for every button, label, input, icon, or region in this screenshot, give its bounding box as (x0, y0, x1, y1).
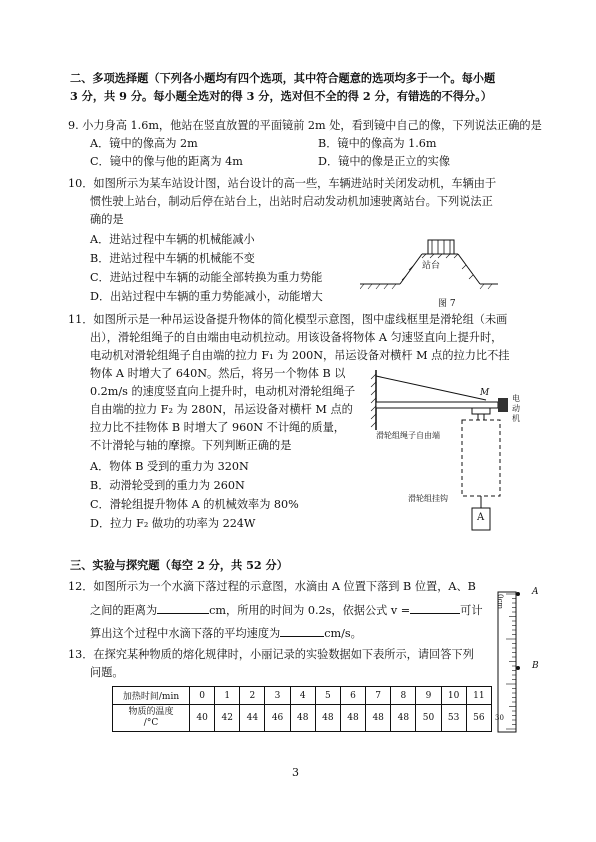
crane-label-free-end: 滑轮组绳子自由端 (376, 431, 440, 440)
table-cell-temp: 48 (315, 705, 340, 732)
q12-line1: 12．如图所示为一个水滴下落过程的示意图，水滴由 A 位置下落到 B 位置，A、B (68, 580, 476, 593)
section2-heading-line2: 3 分，共 9 分。每小题全选对的得 3 分，选对但不全的得 2 分，有错选的不得分。） (70, 89, 492, 103)
table-cell-temp: 48 (340, 705, 365, 732)
q10-option-c: C．进站过程中车辆的动能全部转换为重力势能 (90, 271, 323, 284)
q11-line6: 自由端的拉力 F₂ 为 280N，吊运设备对横杆 M 点的 (90, 403, 353, 416)
q9-stem: 9. 小力身高 1.6m，他站在竖直放置的平面镜前 2m 处，看到镜中自己的像，下列说法正确的是 (68, 119, 542, 132)
crane-label-m: M (480, 388, 490, 398)
q11-line2: 出），滑轮组绳子的自由端由电动机拉动。用该设备将物体 A 匀速竖直向上提升时， (90, 331, 503, 344)
q11-option-d: D．拉力 F₂ 做功的功率为 224W (90, 517, 256, 530)
table-cell-time: 6 (340, 687, 365, 705)
table-cell-temp: 44 (240, 705, 265, 732)
table-cell-time: 1 (215, 687, 240, 705)
table-header-temperature-b: /°C (143, 718, 159, 728)
table-row-temperature (113, 705, 492, 732)
table-cell-temp: 46 (265, 705, 290, 732)
crane-label-hook: 滑轮组挂钩 (408, 494, 448, 503)
station-platform-label: 站台 (422, 261, 441, 271)
table-cell-time: 4 (290, 687, 315, 705)
table-cell-temp: 48 (366, 705, 391, 732)
table-cell-time: 0 (190, 687, 215, 705)
table-cell-time: 7 (366, 687, 391, 705)
crane-figure (368, 368, 528, 538)
table-cell-time: 5 (315, 687, 340, 705)
ruler-label-30: 30 (495, 714, 504, 722)
table-header-time: 加热时间/min (113, 687, 190, 705)
table-cell-temp: 40 (190, 705, 215, 732)
page-number: 3 (292, 766, 299, 779)
melting-data-table (112, 686, 492, 732)
table-header-temperature-a: 物质的温度 (128, 707, 174, 717)
q10-line1: 10．如图所示为某车站设计图，站台设计的高一些，车辆进站时关闭发动机，车辆由于 (68, 177, 497, 190)
station-figure (360, 232, 500, 312)
crane-object-a-label: A (477, 512, 485, 523)
q10-option-d: D．出站过程中车辆的重力势能减小，动能增大 (90, 290, 323, 303)
table-cell-time: 11 (466, 687, 491, 705)
q9-option-b: B．镜中的像高为 1.6m (318, 137, 437, 150)
q12-line3 (90, 626, 362, 641)
q10-option-a: A．进站过程中车辆的机械能减小 (90, 233, 255, 246)
table-cell-temp: 48 (290, 705, 315, 732)
q12-line3-part1: 算出这个过程中水滴下落的平均速度为 (90, 627, 281, 640)
q13-line1: 13．在探究某种物质的熔化规律时，小丽记录的实验数据如下表所示，请回答下列 (68, 648, 474, 661)
q11-option-b: B．动滑轮受到的重力为 260N (90, 479, 245, 492)
q10-option-b: B．进站过程中车辆的机械能不变 (90, 252, 255, 265)
table-cell-temp: 42 (215, 705, 240, 732)
ruler-label-0cm: 0cm (496, 594, 504, 610)
q9-option-d: D．镜中的像是正立的实像 (318, 155, 451, 168)
q11-line3: 电动机对滑轮组绳子自由端的拉力 F₁ 为 200N，吊运设备对横杆 M 点的拉力比不挂 (90, 349, 510, 362)
q11-option-a: A．物体 B 受到的重力为 320N (90, 460, 249, 473)
table-cell-time: 3 (265, 687, 290, 705)
drop-label-a: A (532, 587, 539, 597)
table-cell-temp: 48 (391, 705, 416, 732)
q12-line2-part1: 之间的距离为 (90, 604, 158, 617)
q12-blank-formula[interactable] (410, 603, 460, 614)
q11-line5: 0.2m/s 的速度竖直向上提升时，电动机对滑轮组绳子 (90, 385, 356, 398)
table-cell-temp: 56 (466, 705, 491, 732)
q10-line3: 确的是 (90, 213, 124, 226)
q12-blank-speed[interactable] (280, 626, 324, 637)
table-row-time (113, 687, 492, 705)
q11-option-c: C．滑轮组提升物体 A 的机械效率为 80% (90, 498, 299, 511)
q9-option-a: A．镜中的像高为 2m (90, 137, 198, 150)
drop-label-b: B (532, 661, 539, 671)
table-cell-temp: 50 (416, 705, 441, 732)
q12-line2-part3: 可计 (460, 604, 483, 617)
q12-line2 (90, 603, 483, 618)
figure7-caption: 图 7 (438, 299, 456, 309)
q12-blank-distance[interactable] (157, 603, 209, 614)
crane-label-motor: 电动机 (512, 394, 520, 423)
table-cell-time: 10 (441, 687, 466, 705)
q9-option-c: C．镜中的像与他的距离为 4m (90, 155, 243, 168)
section3-heading: 三、实验与探究题（每空 2 分，共 52 分） (70, 558, 288, 572)
q13-line2: 问题。 (90, 666, 124, 679)
section2-heading-line1: 二、多项选择题（下列各小题均有四个选项，其中符合题意的选项均多于一个。每小题 (70, 71, 496, 85)
q12-line2-part2: cm，所用的时间为 0.2s，依据公式 v = (209, 604, 411, 617)
table-cell-time: 9 (416, 687, 441, 705)
q11-line7: 拉力比不挂物体 B 时增大了 960N 不计绳的质量， (90, 421, 345, 434)
q12-line3-part2: cm/s。 (324, 627, 362, 640)
table-header-temperature (113, 705, 190, 732)
q10-line2: 惯性驶上站台，制动后停在站台上，出站时启动发动机加速驶离站台。下列说法正 (90, 195, 493, 208)
q11-line4: 物体 A 时增大了 640N。然后，将另一个物体 B 以 (90, 367, 346, 380)
table-cell-time: 8 (391, 687, 416, 705)
q11-line1: 11．如图所示是一种吊运设备提升物体的简化模型示意图，图中虚线框里是滑轮组（未画 (68, 313, 508, 326)
table-cell-temp: 53 (441, 705, 466, 732)
table-cell-time: 2 (240, 687, 265, 705)
q11-line8: 不计滑轮与轴的摩擦。下列判断正确的是 (90, 439, 292, 452)
